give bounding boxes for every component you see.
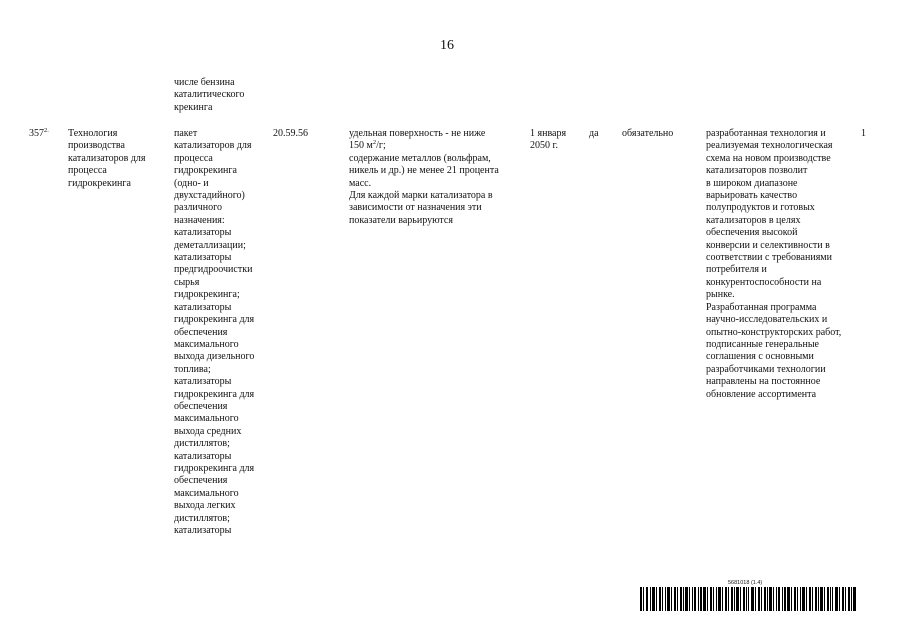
requirement-unit-tail: /г; — [376, 140, 386, 152]
row-number — [29, 128, 49, 140]
page-number: 16 — [440, 38, 454, 53]
deadline-date: 1 января 2050 г. — [530, 128, 567, 152]
requirement-value: 150 м — [349, 140, 373, 152]
row-number-main: 357 — [29, 128, 44, 139]
barcode-icon — [640, 587, 856, 611]
requirements — [349, 128, 509, 227]
requirement-rest: содержание металлов (вольфрам, никель и др.) не менее 21 процента масс. Для каждой марки катализатора в зависимости от назначения эти показатели варьируются — [349, 152, 499, 226]
justification-text: разработанная технология и реализуемая технологическая схема на новом производстве катализаторов позволит в широком диапазоне варьировать качество полупродуктов и готовых катализаторов в целях обеспечения высокой конверсии и селективности в соответствии с требованиями потребителя и конкурентоспособности на рынке. Разработанная программа научно-исследовательских и опытно-конструкторских работ, подписанные генеральные соглашения с основными разработчиками технологии направлены на постоянное обновление ассортимента — [706, 128, 842, 400]
last-column-value: 1 — [861, 128, 866, 139]
technology-name: Технология производства катализаторов для процесса гидрокрекинга — [68, 128, 146, 189]
continued-text: числе бензина каталитического крекинга — [174, 77, 245, 113]
yes-flag: да — [589, 128, 599, 139]
row-number-superscript: 2. — [44, 127, 49, 134]
catalyst-package: пакет катализаторов для процесса гидрокрекинга (одно- и двухстадийного) различного назначения: катализаторы деметаллизации; катализаторы предгидроочистки сырья гидрокрекинга; катализаторы гидрокрекинга для обеспечения максимального выхода дизельного топлива; катализаторы гидрокрекинга для обеспечения максимального выхода средних дистиллятов; катализаторы гидрокрекинга для обеспечения максимального выхода легких дистиллятов; катализаторы — [174, 128, 255, 536]
requirement-unit-superscript: 2 — [372, 139, 377, 147]
obligatory-flag: обязательно — [622, 128, 674, 139]
requirement-line-1: удельная поверхность - не ниже — [349, 128, 486, 139]
okpd-code: 20.59.56 — [273, 128, 308, 139]
barcode-label: 5681018 (1.4) — [728, 580, 763, 586]
